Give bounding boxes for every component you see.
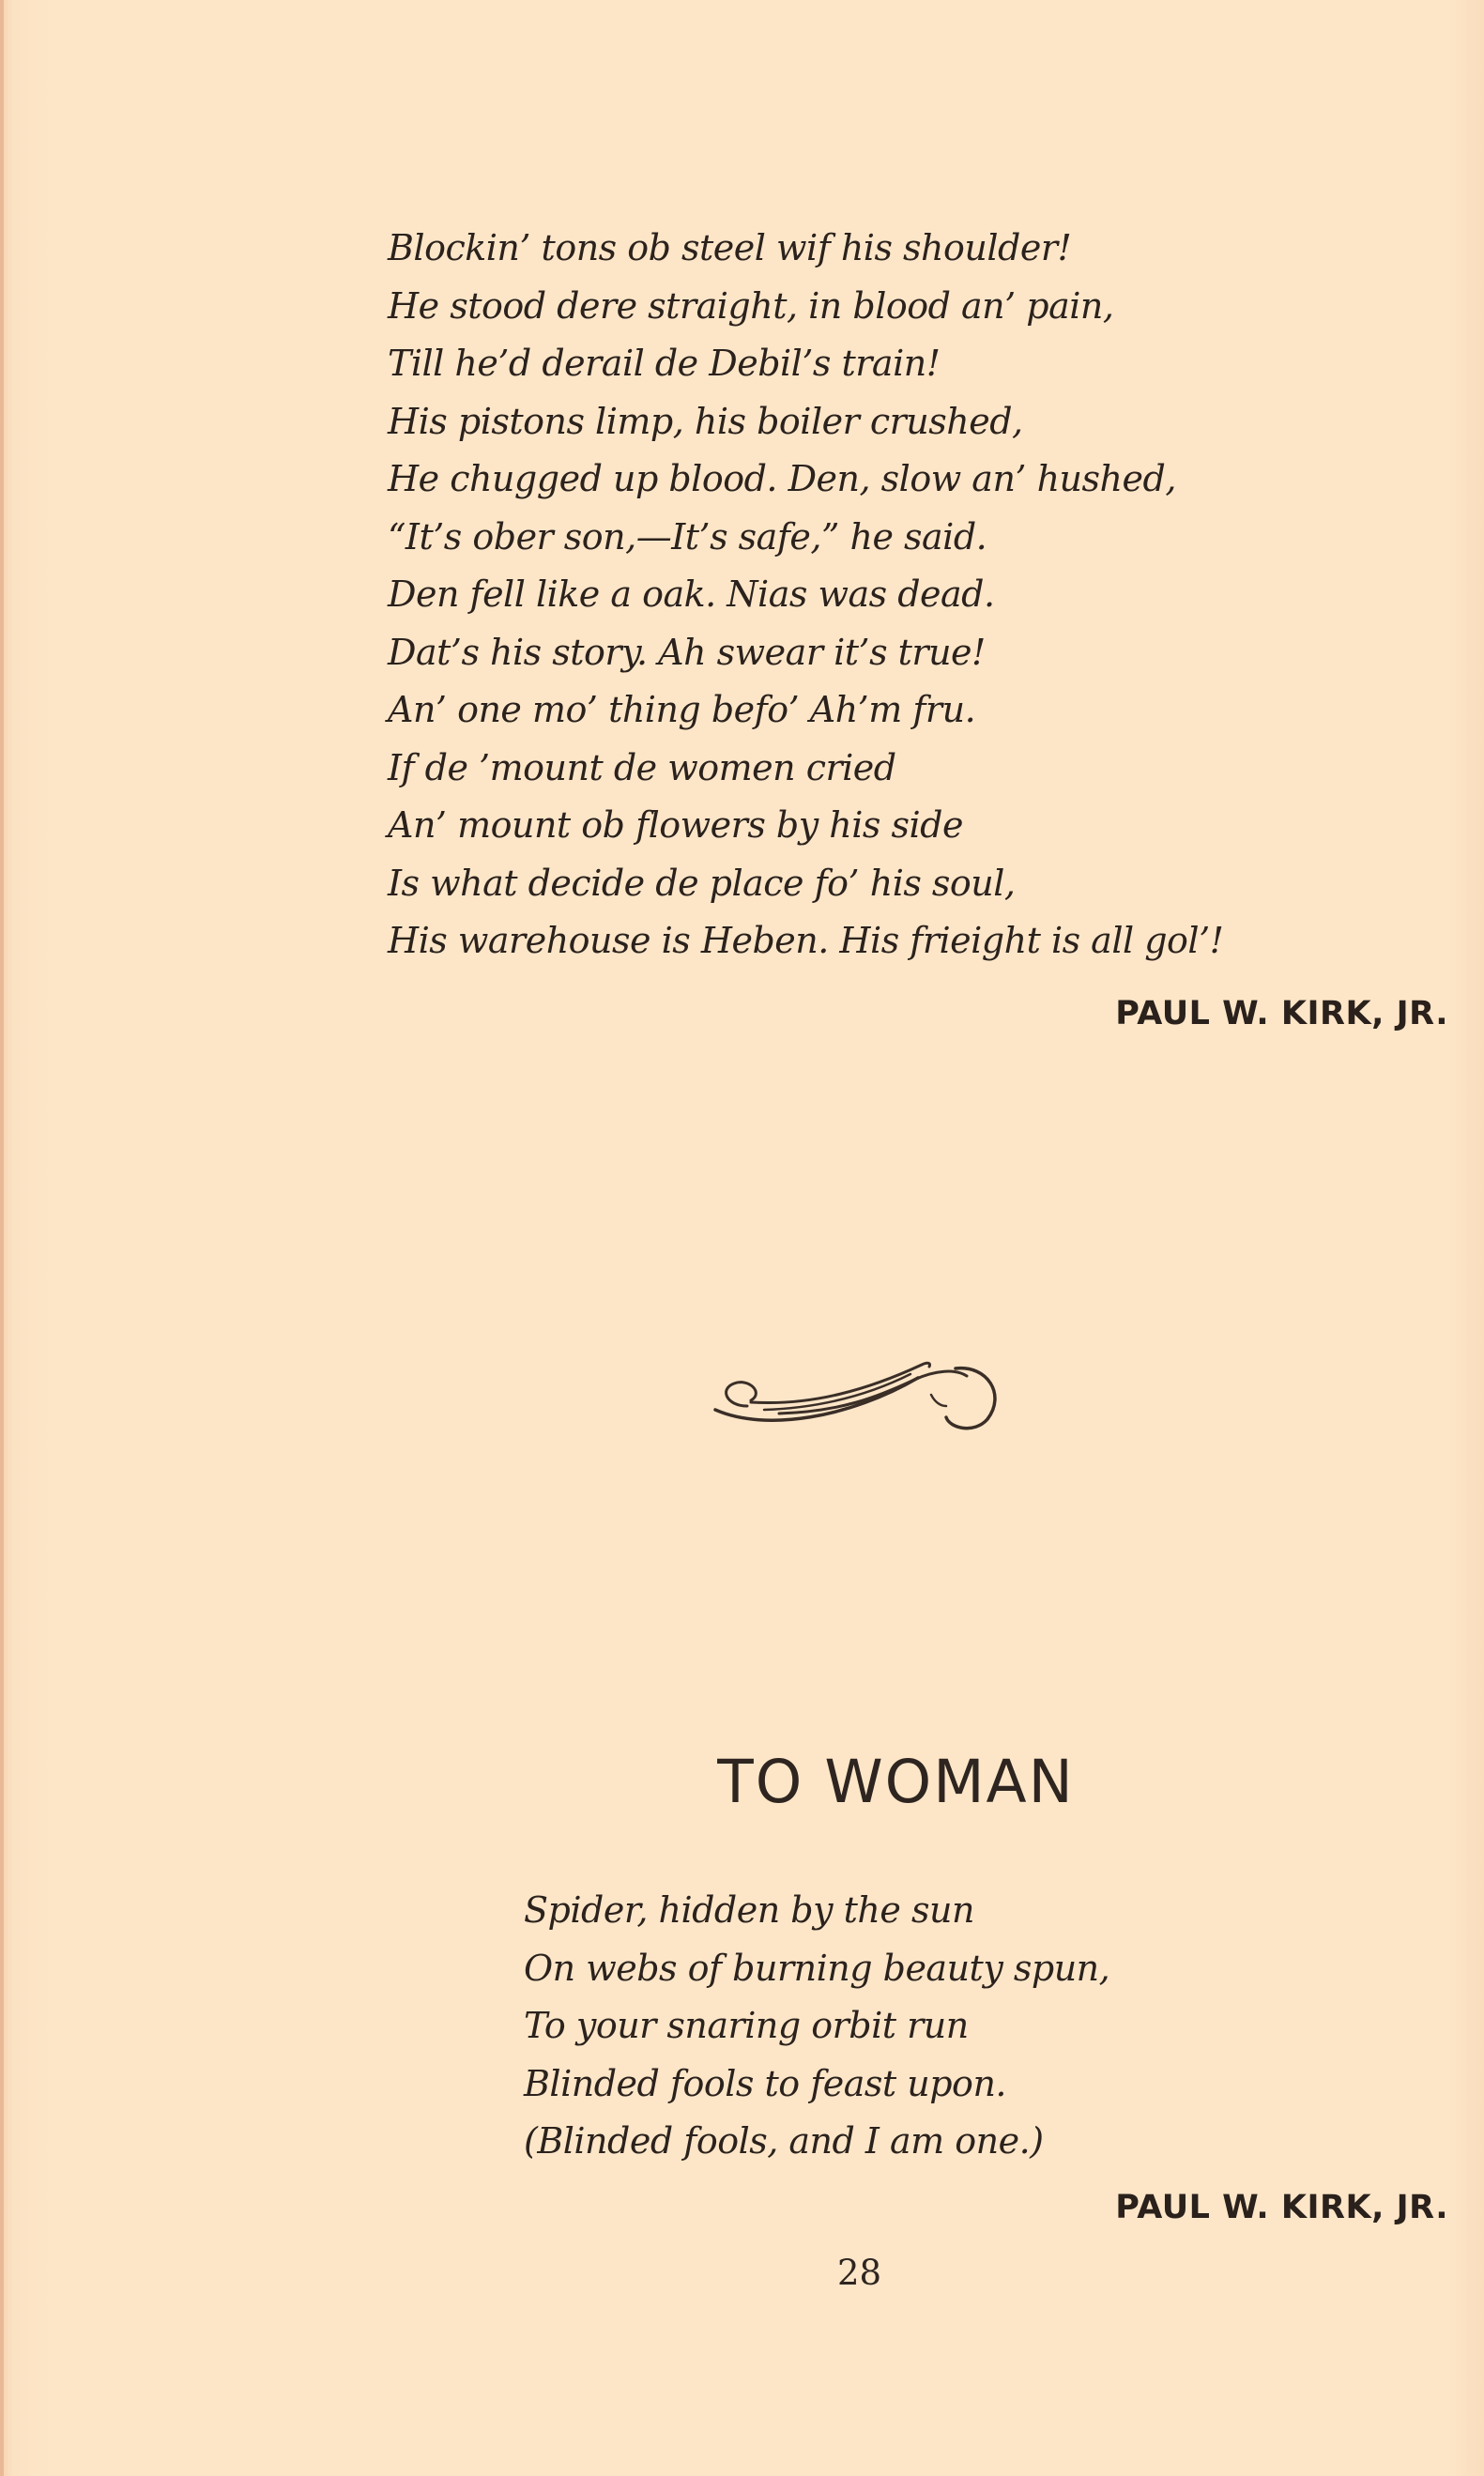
poem-line: He chugged up blood. Den, slow an’ hushed,: [388, 458, 1176, 499]
poem-line: Blinded fools to feast upon.: [524, 2062, 1006, 2104]
poem-continuation: [388, 220, 1223, 971]
poem-line: Is what decide de place fo’ his soul,: [388, 862, 1016, 904]
poem-to-woman: [524, 1882, 1109, 2171]
poem-line: Till he’d derail de Debil’s train!: [388, 343, 941, 384]
poem-line: If de ’mount de women cried: [388, 746, 896, 788]
page-number: 28: [836, 2253, 882, 2293]
poem-line: To your snaring orbit run: [524, 2005, 969, 2046]
poem-line: “It’s ober son,—It’s safe,” he said.: [388, 515, 987, 558]
poem-line: His pistons limp, his boiler crushed,: [388, 400, 1023, 442]
poem-attribution: PAUL W. KIRK, JR.: [1115, 995, 1448, 1032]
poem-line: He stood dere straight, in blood an’ pain,: [388, 284, 1114, 327]
poem-line: (Blinded fools, and I am one.): [524, 2120, 1044, 2162]
poem-attribution: PAUL W. KIRK, JR.: [1115, 2189, 1448, 2226]
poem-line: Spider, hidden by the sun: [524, 1889, 974, 1931]
poem-line: An’ one mo’ thing befo’ Ah’m fru.: [388, 689, 976, 730]
page-edge: [0, 0, 4, 2476]
poem-line: Blockin’ tons ob steel wif his shoulder!: [388, 227, 1072, 268]
poem-line: Dat’s his story. Ah swear it’s true!: [388, 631, 986, 673]
poem-line: Den fell like a oak. Nias was dead.: [388, 573, 995, 615]
poem-line: His warehouse is Heben. His frieight is all gol’!: [388, 920, 1224, 961]
flourish-ornament-icon: [710, 1352, 1002, 1438]
poem-line: On webs of burning beauty spun,: [524, 1947, 1110, 1989]
poem-line: An’ mount ob flowers by his side: [388, 804, 963, 846]
poem-title: TO WOMAN: [717, 1748, 1075, 1816]
